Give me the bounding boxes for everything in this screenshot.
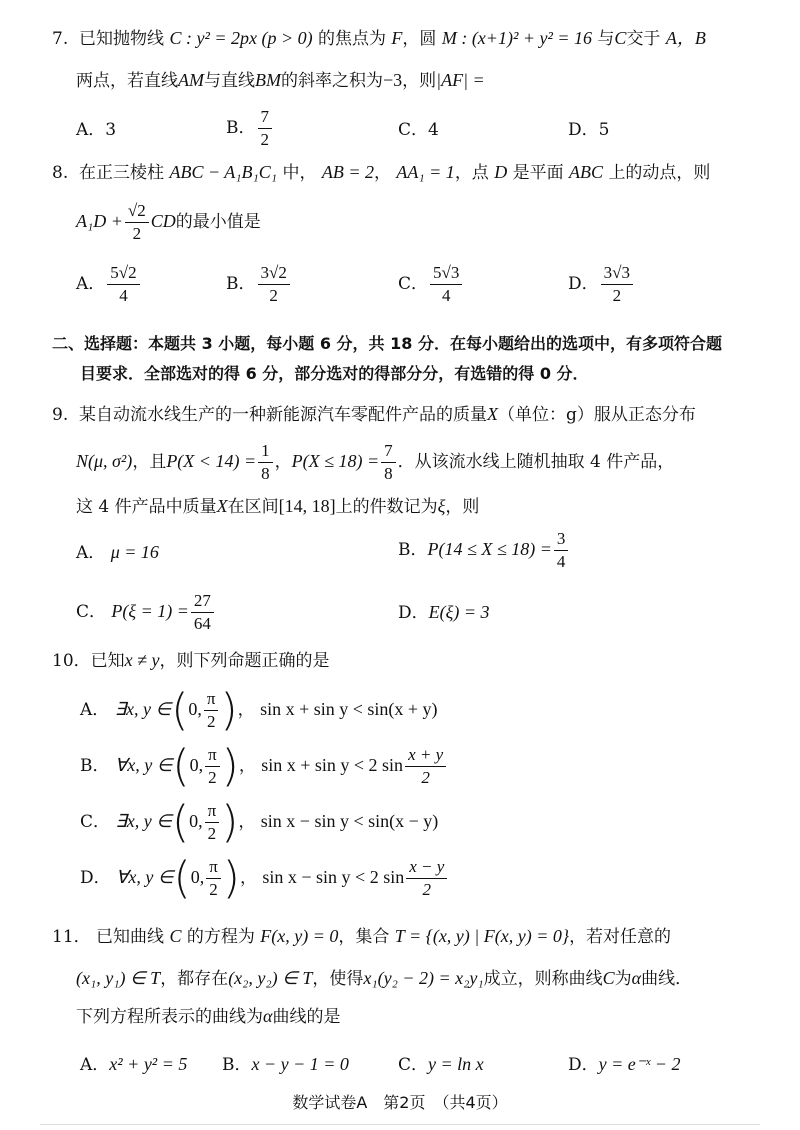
option-label: C． [80,812,111,832]
q9-option-b[interactable] [398,528,570,573]
q11-math: x₁(y₂ − 2) = x₂y₁ [363,968,484,988]
option-body: sin x − sin y < 2 sin [262,867,405,887]
fraction-num: 5√3 [430,262,462,285]
q7-ab: A，B [665,28,706,48]
option-body: P(14 ≤ X ≤ 18) = [427,539,552,559]
q7-text: 的斜率之积为 [281,71,383,91]
option-body: x − y − 1 = 0 [251,1054,349,1074]
q8-text: ， [374,163,391,183]
q7-circle: M : (x+1)² + y² = 16 [441,28,593,48]
fraction-den: 4 [556,552,566,571]
q10-number: 10． [52,651,91,671]
option-quant: ∀x, y ∈ [114,755,173,775]
option-label: C． [398,274,429,294]
footer-divider [40,1124,760,1125]
fraction [381,440,396,485]
option-body: sin x + sin y < sin(x + y) [260,699,438,719]
fraction [205,800,220,845]
q8-cd: CD [150,211,176,231]
fraction [204,688,219,733]
q8-option-c[interactable] [398,262,464,307]
fraction-den: 2 [421,768,430,787]
q7-am: AM [178,70,204,90]
q11-math: (x₂, y₂) ∈ T [228,968,313,988]
q8-abc: ABC [569,162,604,182]
q8-option-b[interactable] [226,262,292,307]
q11-text: 的方程为 [186,927,255,947]
q11-line3 [76,1004,340,1029]
interval-start: 0, [188,699,202,719]
q7-option-b[interactable] [226,106,274,151]
q7-c: C [614,28,627,48]
q9-text: 在区间 [227,497,279,517]
q7-val: −3 [383,70,403,90]
q11-text: 下列方程所表示的曲线为 [76,1007,263,1027]
fraction-num: √2 [125,200,149,223]
q9-text: ，且 [132,452,167,472]
close-paren: ) [221,796,239,848]
option-label: A． [80,700,110,720]
fraction-num: 3√2 [258,262,290,285]
option-body: y = e⁻ˣ − 2 [598,1054,681,1074]
close-paren: ) [222,852,240,904]
fraction-num: π [205,744,220,767]
q8-prism: ABC − A₁B₁C₁ [169,162,278,182]
q9-option-a[interactable] [76,540,159,565]
fraction-den: 64 [193,614,211,633]
fraction [405,744,446,789]
q8-line2 [76,200,261,245]
q10-text: 已知 [90,651,125,671]
fraction [430,262,462,307]
q9-p2: P(X ≤ 18) = [291,451,380,471]
q7-line2 [76,68,485,93]
q11-text: 为 [614,969,632,989]
option-sep: ， [239,868,257,888]
open-paren: ( [172,740,190,792]
q8-option-d[interactable] [568,262,635,307]
q9-dist: N(μ, σ²) [76,451,133,471]
q9-option-d[interactable] [398,600,489,625]
q11-alpha: α [263,1006,273,1026]
q9-text: ， [274,452,292,472]
fraction-num: π [206,856,221,879]
fraction-den: 2 [206,712,216,731]
q7-af: |AF| = [436,70,485,90]
option-body: x² + y² = 5 [109,1054,188,1074]
q11-text: 已知曲线 [96,927,165,947]
fraction-den: 2 [422,880,431,899]
fraction-den: 2 [208,768,217,787]
option-body: sin x − sin y < sin(x − y) [260,811,439,831]
q7-text: 与 [597,29,615,49]
fraction [191,590,214,635]
q9-text: 某自动流水线生产的一种新能源汽车零配件产品的质量 [79,405,488,425]
fraction [601,262,633,307]
q11-text: ，使得 [312,969,364,989]
fraction-num: 5√2 [107,262,139,285]
page-footer: 数学试卷A 第2页 （共4页） [292,1093,508,1112]
fraction-den: 2 [132,224,142,243]
option-sep: ， [238,812,256,832]
fraction-num: 1 [258,440,273,463]
q7-option-c[interactable]: C．4 [398,120,439,140]
q10-option-d[interactable] [80,852,449,904]
option-label: C． [76,602,107,622]
q10-cond: x ≠ y [124,650,160,670]
q7-text: 的焦点为 [318,29,387,49]
fraction-den: 2 [209,880,218,899]
option-label: B． [222,1055,252,1075]
q11-line2 [76,966,692,991]
fraction-num: 7 [381,440,396,463]
fraction [258,262,290,307]
fraction-den: 2 [612,286,622,305]
fraction-num: 7 [258,106,273,129]
fraction-den: 4 [119,286,128,305]
option-body: P(ξ = 1) = [111,601,189,621]
q9-interval: [14, 18] [278,496,336,516]
fraction-num: 3 [554,528,569,551]
q11-option-d[interactable] [568,1052,681,1077]
q9-x: X [487,404,499,424]
option-body: sin x + sin y < 2 sin [261,755,404,775]
q8-text: 中， [282,163,317,183]
q8-aa1: AA₁ = 1 [396,162,455,182]
option-label: D． [80,868,111,888]
q11-eq: F(x, y) = 0 [260,926,339,946]
q8-text: 上的动点，则 [608,163,711,183]
q10-line1 [52,648,330,673]
q9-x: X [216,496,228,516]
q8-expr: A₁D + [76,211,123,231]
fraction-num: π [205,800,220,823]
fraction-num: x − y [406,856,447,879]
q8-ab: AB = 2 [321,162,374,182]
option-label: B． [226,274,256,294]
q8-option-a[interactable] [76,262,142,307]
option-label: A． [80,1055,110,1075]
q9-text: ．从该流水线上随机抽取 4 件产品， [397,452,675,472]
q11-text: ，若对任意的 [569,927,672,947]
q8-text: ，点 [454,163,489,183]
q8-d: D [494,162,508,182]
q11-option-c[interactable] [398,1052,484,1077]
open-paren: ( [171,684,189,736]
q11-text: ，集合 [338,927,390,947]
q7-bm: BM [255,70,281,90]
q11-math: (x₁, y₁) ∈ T [76,968,161,988]
q9-text: （单位：g）服从正态分布 [498,405,696,425]
q9-number: 9. [52,405,69,425]
q7-number: 7. [52,29,69,49]
fraction-num: 27 [191,590,214,613]
q11-line1 [52,924,671,949]
open-paren: ( [173,852,191,904]
q9-option-c[interactable] [76,590,216,635]
q8-expr-fraction [125,200,149,245]
interval-start: 0, [189,755,204,775]
option-quant: ∃x, y ∈ [115,811,172,831]
q7-text: 已知抛物线 [79,29,165,49]
fraction-den: 4 [441,286,451,305]
open-paren: ( [171,796,190,848]
q11-c: C [602,968,615,988]
q11-set: T = {(x, y) | F(x, y) = 0} [394,926,570,946]
q9-text: ，则 [445,497,480,517]
q11-alpha: α [631,968,642,988]
q9-text: 这 4 件产品中质量 [76,497,217,517]
q9-xi: ξ [437,496,446,516]
q7-b-fraction [258,106,273,151]
fraction-den: 8 [261,464,270,483]
q7-text: 交于 [626,29,661,49]
q11-option-a[interactable] [80,1052,187,1077]
option-label: A． [76,543,106,563]
option-label: B． [80,756,110,776]
fraction-num: x + y [405,744,446,767]
fraction [107,262,139,307]
q7-line1 [52,26,706,51]
option-body: y = ln x [428,1054,484,1074]
option-label: B． [398,540,428,560]
q9-line3 [76,494,479,519]
option-body: μ = 16 [110,542,159,562]
fraction-den: 2 [207,824,217,843]
q11-text: 曲线的是 [272,1007,341,1027]
option-quant: ∀x, y ∈ [116,867,174,887]
q10-option-c[interactable] [80,796,439,848]
option-label: D． [568,274,599,294]
interval-start: 0, [189,811,203,831]
fraction-num: π [204,688,219,711]
q8-text: 的最小值是 [175,212,261,232]
q7-text: ，则 [402,71,437,91]
q11-text: ，都存在 [160,969,229,989]
q11-c: C [169,926,182,946]
q8-number: 8. [52,163,69,183]
close-paren: ) [221,740,239,792]
q11-text: 曲线． [641,969,693,989]
q7-curve: C : y² = 2px (p > 0) [169,28,313,48]
option-body: E(ξ) = 3 [428,602,490,622]
q9-line1 [52,402,696,427]
fraction-den: 8 [384,464,393,483]
q9-p1: P(X < 14) = [166,451,257,471]
q7-text: 与直线 [204,71,255,91]
option-sep: ， [237,700,255,720]
q9-text: 上的件数记为 [335,497,438,517]
option-label: A． [76,274,106,294]
section2-heading-line1: 二、选择题：本题共 3 小题，每小题 6 分，共 18 分．在每小题给出的选项中，有多项符合题 [52,334,722,353]
fraction [554,528,569,573]
option-sep: ， [238,756,256,776]
interval-start: 0, [190,867,205,887]
q7-focus: F [391,28,403,48]
fraction [258,440,273,485]
fraction [206,856,221,901]
q8-line1 [52,160,710,185]
q9-line2 [76,440,674,485]
q8-text: 是平面 [512,163,564,183]
option-quant: ∃x, y ∈ [114,699,172,719]
fraction [406,856,447,901]
q8-text: 在正三棱柱 [79,163,165,183]
option-label: B． [226,118,256,138]
fraction-den: 2 [260,130,269,149]
q7-option-d[interactable]: D．5 [568,120,610,140]
q7-text: ，圆 [402,29,437,49]
option-label: C． [398,1055,429,1075]
q10-option-b[interactable] [80,740,448,792]
q10-text: ，则下列命题正确的是 [159,651,330,671]
q11-text: 成立，则称曲线 [483,969,603,989]
q10-option-a[interactable] [80,684,438,736]
fraction-num: 3√3 [601,262,633,285]
q7-text: 两点，若直线 [76,71,178,91]
option-label: D． [398,603,429,623]
close-paren: ) [220,684,238,736]
fraction-den: 2 [269,286,278,305]
section2-heading-line2: 目要求．全部选对的得 6 分，部分选对的得部分分，有选错的得 0 分． [80,364,589,383]
q11-number: 11． [52,927,91,947]
q11-option-b[interactable] [222,1052,349,1077]
option-label: D． [568,1055,599,1075]
fraction [205,744,220,789]
q7-option-a[interactable]: A．3 [76,120,117,140]
